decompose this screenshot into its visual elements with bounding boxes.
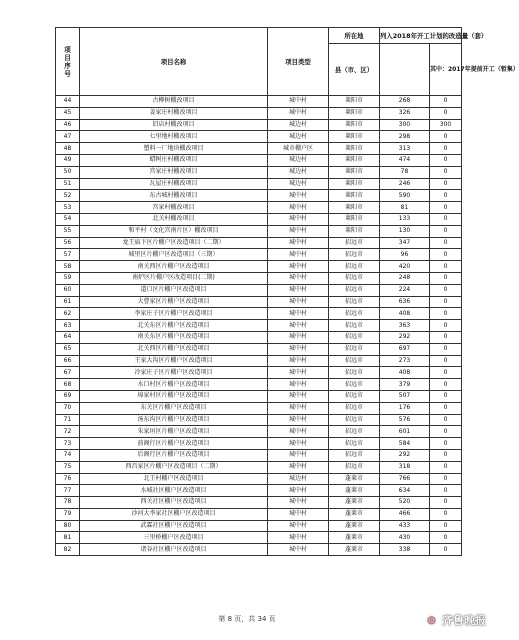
cell-plan-count: 130 xyxy=(380,225,430,237)
watermark-logo xyxy=(424,612,486,628)
cell-project-type: 城中村 xyxy=(268,296,329,308)
cell-sub-count: 0 xyxy=(430,154,462,166)
cell-project-name: 埠家村区片棚户区改造项目 xyxy=(80,390,268,402)
cell-county: 莱阳市 xyxy=(329,131,380,143)
table-row xyxy=(56,367,462,379)
col-header-county: 县（市、区） xyxy=(329,44,380,96)
cell-plan-count: 224 xyxy=(380,284,430,296)
cell-project-name: 诸谷社区棚户区改造项目 xyxy=(80,544,268,556)
cell-no: 45 xyxy=(56,107,80,119)
cell-project-name: 沙河大李家社区棚户区改造项目 xyxy=(80,508,268,520)
cell-sub-count: 0 xyxy=(430,249,462,261)
cell-county: 招远市 xyxy=(329,390,380,402)
cell-no: 46 xyxy=(56,119,80,131)
cell-no: 54 xyxy=(56,213,80,225)
cell-no: 62 xyxy=(56,308,80,320)
cell-no: 55 xyxy=(56,225,80,237)
cell-sub-count: 0 xyxy=(430,107,462,119)
cell-county: 莱阳市 xyxy=(329,166,380,178)
cell-project-name: 古柳树棚改项目 xyxy=(80,96,268,108)
table-row xyxy=(56,343,462,355)
cell-sub-count: 0 xyxy=(430,532,462,544)
cell-plan-count: 248 xyxy=(380,272,430,284)
cell-county: 招远市 xyxy=(329,261,380,273)
table-row xyxy=(56,331,462,343)
cell-project-type: 城中村 xyxy=(268,461,329,473)
cell-no: 58 xyxy=(56,261,80,273)
cell-sub-count: 0 xyxy=(430,355,462,367)
cell-project-name: 李家庄子区片棚户区改造项目 xyxy=(80,308,268,320)
cell-plan-count: 576 xyxy=(380,414,430,426)
cell-no: 66 xyxy=(56,355,80,367)
cell-project-name: 南关东区片棚户区改造项目 xyxy=(80,331,268,343)
cell-county: 招远市 xyxy=(329,296,380,308)
cell-project-name: 汤东沟区片棚户区改造项目 xyxy=(80,414,268,426)
cell-sub-count: 0 xyxy=(430,379,462,391)
cell-county: 招远市 xyxy=(329,284,380,296)
cell-project-type: 城中村 xyxy=(268,190,329,202)
cell-project-type: 城中村 xyxy=(268,284,329,296)
cell-plan-count: 420 xyxy=(380,261,430,273)
cell-project-type: 城市棚户区 xyxy=(268,143,329,155)
cell-project-name: 宫家村棚改项目 xyxy=(80,202,268,214)
table-row xyxy=(56,320,462,332)
cell-plan-count: 273 xyxy=(380,355,430,367)
cell-sub-count: 0 xyxy=(430,438,462,450)
cell-plan-count: 507 xyxy=(380,390,430,402)
table-row xyxy=(56,96,462,108)
cell-county: 莱阳市 xyxy=(329,225,380,237)
cell-sub-count: 0 xyxy=(430,520,462,532)
cell-no: 81 xyxy=(56,532,80,544)
cell-plan-count: 318 xyxy=(380,461,430,473)
cell-sub-count: 0 xyxy=(430,166,462,178)
cell-sub-count: 0 xyxy=(430,508,462,520)
cell-project-type: 城中村 xyxy=(268,449,329,461)
cell-sub-count: 0 xyxy=(430,202,462,214)
cell-no: 56 xyxy=(56,237,80,249)
cell-sub-count: 0 xyxy=(430,544,462,556)
table-row xyxy=(56,414,462,426)
cell-project-type: 城边村 xyxy=(268,154,329,166)
col-header-location: 所在地 xyxy=(329,28,380,44)
cell-project-type: 城中村 xyxy=(268,508,329,520)
table-row xyxy=(56,237,462,249)
table-row xyxy=(56,154,462,166)
cell-project-name: 东关区片棚户区改造项目 xyxy=(80,402,268,414)
cell-county: 蓬莱市 xyxy=(329,485,380,497)
cell-no: 70 xyxy=(56,402,80,414)
cell-no: 63 xyxy=(56,320,80,332)
table-row xyxy=(56,190,462,202)
cell-sub-count: 0 xyxy=(430,449,462,461)
cell-project-name: 三里桥棚户区改造项目 xyxy=(80,532,268,544)
cell-county: 招远市 xyxy=(329,461,380,473)
table-row xyxy=(56,520,462,532)
cell-sub-count: 0 xyxy=(430,485,462,497)
cell-project-type: 城中村 xyxy=(268,367,329,379)
table-row xyxy=(56,284,462,296)
cell-project-name: 城里区片棚户区改造项目（三期） xyxy=(80,249,268,261)
cell-no: 77 xyxy=(56,485,80,497)
cell-sub-count: 0 xyxy=(430,461,462,473)
table-row xyxy=(56,461,462,473)
cell-no: 71 xyxy=(56,414,80,426)
col-header-name: 项目名称 xyxy=(80,28,268,96)
table-row xyxy=(56,296,462,308)
cell-no: 47 xyxy=(56,131,80,143)
table-row xyxy=(56,449,462,461)
table-row xyxy=(56,213,462,225)
cell-no: 48 xyxy=(56,143,80,155)
cell-no: 79 xyxy=(56,508,80,520)
cell-no: 64 xyxy=(56,331,80,343)
cell-project-name: 蜡树庄村棚改项目 xyxy=(80,154,268,166)
cell-county: 招远市 xyxy=(329,438,380,450)
cell-project-name: 南炉区片棚户区改造项目(二期) xyxy=(80,272,268,284)
cell-plan-count: 520 xyxy=(380,497,430,509)
cell-plan-count: 292 xyxy=(380,331,430,343)
cell-project-name: 前阁行区片棚户区改造项目 xyxy=(80,438,268,450)
cell-project-name: 西昌家区片棚户区改造项目（二期） xyxy=(80,461,268,473)
table-row xyxy=(56,438,462,450)
cell-project-type: 城中村 xyxy=(268,355,329,367)
cell-project-type: 城中村 xyxy=(268,438,329,450)
cell-project-name: 塑料一厂地块棚改项目 xyxy=(80,143,268,155)
cell-project-name: 王家大沟区片棚户区改造项目 xyxy=(80,355,268,367)
cell-no: 75 xyxy=(56,461,80,473)
cell-sub-count: 0 xyxy=(430,272,462,284)
cell-county: 招远市 xyxy=(329,426,380,438)
cell-no: 74 xyxy=(56,449,80,461)
cell-no: 78 xyxy=(56,497,80,509)
cell-no: 60 xyxy=(56,284,80,296)
cell-project-type: 城中村 xyxy=(268,107,329,119)
cell-plan-count: 246 xyxy=(380,178,430,190)
cell-sub-count: 0 xyxy=(430,343,462,355)
cell-sub-count: 0 xyxy=(430,178,462,190)
cell-plan-count: 298 xyxy=(380,131,430,143)
cell-no: 76 xyxy=(56,473,80,485)
cell-plan-count: 363 xyxy=(380,320,430,332)
cell-plan-count: 81 xyxy=(380,202,430,214)
cell-project-name: 西关社区棚户区改造项目 xyxy=(80,497,268,509)
cell-sub-count: 0 xyxy=(430,473,462,485)
table-row xyxy=(56,202,462,214)
cell-sub-count: 0 xyxy=(430,131,462,143)
cell-project-type: 城中村 xyxy=(268,308,329,320)
cell-project-type: 城中村 xyxy=(268,261,329,273)
cell-project-type: 城边村 xyxy=(268,119,329,131)
col-header-no: 项目序号 xyxy=(56,28,80,96)
cell-project-type: 城中村 xyxy=(268,532,329,544)
table-row xyxy=(56,473,462,485)
cell-project-name: 大曹家区片棚户区改造项目 xyxy=(80,296,268,308)
table-row xyxy=(56,107,462,119)
table-row xyxy=(56,119,462,131)
cell-county: 莱阳市 xyxy=(329,119,380,131)
cell-county: 莱阳市 xyxy=(329,154,380,166)
cell-sub-count: 0 xyxy=(430,225,462,237)
cell-project-type: 城中村 xyxy=(268,414,329,426)
page-number: 第 8 页，共 34 页 xyxy=(218,615,276,623)
cell-plan-count: 326 xyxy=(380,107,430,119)
cell-county: 莱阳市 xyxy=(329,107,380,119)
cell-sub-count: 0 xyxy=(430,237,462,249)
cell-county: 招远市 xyxy=(329,331,380,343)
newspaper-logo-icon: ◎ xyxy=(424,613,439,628)
cell-project-type: 城中村 xyxy=(268,249,329,261)
cell-plan-count: 408 xyxy=(380,367,430,379)
table-row xyxy=(56,261,462,273)
table-row xyxy=(56,131,462,143)
cell-project-name: 冷家庄子区片棚户区改造项目 xyxy=(80,367,268,379)
cell-plan-count: 430 xyxy=(380,532,430,544)
cell-project-name: 武霖社区棚户区改造项目 xyxy=(80,520,268,532)
cell-county: 莱阳市 xyxy=(329,178,380,190)
cell-project-type: 城中村 xyxy=(268,331,329,343)
table-row xyxy=(56,532,462,544)
cell-project-name: 瓦屋庄村棚改项目 xyxy=(80,178,268,190)
table-row xyxy=(56,355,462,367)
cell-plan-count: 379 xyxy=(380,379,430,391)
cell-project-type: 城中村 xyxy=(268,213,329,225)
table-row xyxy=(56,166,462,178)
cell-project-name: 旧店村棚改项目 xyxy=(80,119,268,131)
cell-county: 招远市 xyxy=(329,367,380,379)
col-header-plan-blank xyxy=(380,44,430,96)
cell-county: 招远市 xyxy=(329,249,380,261)
cell-project-name: 南关西区片棚户区改造项目 xyxy=(80,261,268,273)
table-row xyxy=(56,308,462,320)
cell-plan-count: 601 xyxy=(380,426,430,438)
cell-no: 51 xyxy=(56,178,80,190)
cell-project-type: 城中村 xyxy=(268,343,329,355)
cell-project-name: 七里地村棚改项目 xyxy=(80,131,268,143)
table-row xyxy=(56,225,462,237)
project-table xyxy=(55,27,519,556)
cell-plan-count: 408 xyxy=(380,308,430,320)
cell-sub-count: 0 xyxy=(430,367,462,379)
cell-project-type: 城中村 xyxy=(268,402,329,414)
cell-project-type: 城中村 xyxy=(268,485,329,497)
cell-county: 招远市 xyxy=(329,308,380,320)
table-row xyxy=(56,390,462,402)
cell-plan-count: 133 xyxy=(380,213,430,225)
watermark-text: 齐鲁晚报 xyxy=(442,614,486,627)
cell-plan-count: 636 xyxy=(380,296,430,308)
cell-project-type: 城边村 xyxy=(268,131,329,143)
cell-county: 招远市 xyxy=(329,402,380,414)
cell-sub-count: 0 xyxy=(430,331,462,343)
cell-plan-count: 634 xyxy=(380,485,430,497)
cell-sub-count: 0 xyxy=(430,497,462,509)
cell-project-name: 水口村区片棚户区改造项目 xyxy=(80,379,268,391)
cell-no: 82 xyxy=(56,544,80,556)
cell-county: 招远市 xyxy=(329,320,380,332)
cell-no: 69 xyxy=(56,390,80,402)
cell-county: 莱阳市 xyxy=(329,96,380,108)
cell-no: 59 xyxy=(56,272,80,284)
cell-project-type: 城中村 xyxy=(268,520,329,532)
cell-no: 65 xyxy=(56,343,80,355)
cell-plan-count: 697 xyxy=(380,343,430,355)
cell-county: 招远市 xyxy=(329,355,380,367)
cell-project-name: 后阁行区片棚户区改造项目 xyxy=(80,449,268,461)
cell-project-type: 城边村 xyxy=(268,166,329,178)
cell-no: 68 xyxy=(56,379,80,391)
cell-sub-count: 0 xyxy=(430,143,462,155)
cell-project-name: 东古城村棚改项目 xyxy=(80,190,268,202)
cell-project-name: 北王村棚户区改造项目 xyxy=(80,473,268,485)
cell-sub-count: 300 xyxy=(430,119,462,131)
cell-no: 73 xyxy=(56,438,80,450)
cell-project-type: 城中村 xyxy=(268,544,329,556)
cell-plan-count: 300 xyxy=(380,119,430,131)
cell-plan-count: 338 xyxy=(380,544,430,556)
cell-project-name: 道口区片棚户区改造项目 xyxy=(80,284,268,296)
cell-county: 莱阳市 xyxy=(329,213,380,225)
table-row xyxy=(56,143,462,155)
cell-project-type: 城中村 xyxy=(268,237,329,249)
cell-county: 招远市 xyxy=(329,343,380,355)
table-row xyxy=(56,485,462,497)
cell-county: 莱阳市 xyxy=(329,202,380,214)
cell-county: 莱阳市 xyxy=(329,190,380,202)
cell-plan-count: 292 xyxy=(380,449,430,461)
cell-county: 招远市 xyxy=(329,414,380,426)
cell-no: 49 xyxy=(56,154,80,166)
table-row xyxy=(56,426,462,438)
table-body xyxy=(56,96,462,556)
cell-sub-count: 0 xyxy=(430,296,462,308)
cell-plan-count: 466 xyxy=(380,508,430,520)
cell-sub-count: 0 xyxy=(430,308,462,320)
cell-sub-count: 0 xyxy=(430,390,462,402)
cell-project-name: 姜家庄村棚改项目 xyxy=(80,107,268,119)
cell-plan-count: 347 xyxy=(380,237,430,249)
cell-plan-count: 313 xyxy=(380,143,430,155)
cell-sub-count: 0 xyxy=(430,213,462,225)
cell-project-type: 城边村 xyxy=(268,473,329,485)
cell-project-type: 城中村 xyxy=(268,225,329,237)
cell-sub-count: 0 xyxy=(430,190,462,202)
cell-sub-count: 0 xyxy=(430,426,462,438)
cell-plan-count: 590 xyxy=(380,190,430,202)
col-header-type: 项目类型 xyxy=(268,28,329,96)
cell-project-type: 城中村 xyxy=(268,497,329,509)
cell-plan-count: 584 xyxy=(380,438,430,450)
cell-project-type: 城中村 xyxy=(268,272,329,284)
cell-plan-count: 268 xyxy=(380,96,430,108)
cell-sub-count: 0 xyxy=(430,284,462,296)
table-row xyxy=(56,508,462,520)
cell-project-name: 朱家垣区片棚户区改造项目 xyxy=(80,426,268,438)
table-row xyxy=(56,249,462,261)
cell-county: 蓬莱市 xyxy=(329,508,380,520)
cell-project-name: 北关西区片棚户区改造项目 xyxy=(80,343,268,355)
cell-plan-count: 766 xyxy=(380,473,430,485)
cell-sub-count: 0 xyxy=(430,96,462,108)
cell-county: 蓬莱市 xyxy=(329,473,380,485)
cell-project-name: 和平村（文化宫南片区）棚改项目 xyxy=(80,225,268,237)
table-row xyxy=(56,497,462,509)
cell-plan-count: 176 xyxy=(380,402,430,414)
cell-no: 80 xyxy=(56,520,80,532)
table-row xyxy=(56,178,462,190)
cell-no: 44 xyxy=(56,96,80,108)
cell-no: 50 xyxy=(56,166,80,178)
cell-project-type: 城中村 xyxy=(268,320,329,332)
cell-project-type: 城中村 xyxy=(268,379,329,391)
cell-project-name: 龙王庙下区片棚户区改造项目（二期） xyxy=(80,237,268,249)
cell-sub-count: 0 xyxy=(430,320,462,332)
col-header-plan: 列入2018年开工计划的改造量（套） xyxy=(380,28,462,44)
col-header-sub: 其中：2017年提前开工（暂集） xyxy=(430,44,462,96)
cell-no: 72 xyxy=(56,426,80,438)
cell-project-type: 城中村 xyxy=(268,202,329,214)
cell-no: 53 xyxy=(56,202,80,214)
cell-project-name: 北关东区片棚户区改造项目 xyxy=(80,320,268,332)
cell-plan-count: 96 xyxy=(380,249,430,261)
cell-plan-count: 433 xyxy=(380,520,430,532)
cell-project-type: 城中村 xyxy=(268,96,329,108)
cell-county: 蓬莱市 xyxy=(329,544,380,556)
table-row xyxy=(56,379,462,391)
cell-county: 招远市 xyxy=(329,379,380,391)
table-row xyxy=(56,272,462,284)
cell-county: 蓬莱市 xyxy=(329,497,380,509)
cell-project-type: 城中村 xyxy=(268,390,329,402)
cell-sub-count: 0 xyxy=(430,402,462,414)
cell-no: 52 xyxy=(56,190,80,202)
table-row xyxy=(56,544,462,556)
cell-project-name: 水城社区棚户区改造项目 xyxy=(80,485,268,497)
cell-county: 蓬莱市 xyxy=(329,532,380,544)
cell-no: 57 xyxy=(56,249,80,261)
cell-county: 招远市 xyxy=(329,449,380,461)
cell-sub-count: 0 xyxy=(430,261,462,273)
cell-project-type: 城中村 xyxy=(268,426,329,438)
cell-plan-count: 474 xyxy=(380,154,430,166)
cell-county: 招远市 xyxy=(329,237,380,249)
cell-county: 莱阳市 xyxy=(329,143,380,155)
cell-project-name: 宫家庄村棚改项目 xyxy=(80,166,268,178)
cell-sub-count: 0 xyxy=(430,414,462,426)
cell-no: 61 xyxy=(56,296,80,308)
cell-project-name: 北关村棚改项目 xyxy=(80,213,268,225)
cell-county: 蓬莱市 xyxy=(329,520,380,532)
cell-plan-count: 78 xyxy=(380,166,430,178)
table-row xyxy=(56,402,462,414)
cell-project-type: 城边村 xyxy=(268,178,329,190)
cell-county: 招远市 xyxy=(329,272,380,284)
cell-no: 67 xyxy=(56,367,80,379)
